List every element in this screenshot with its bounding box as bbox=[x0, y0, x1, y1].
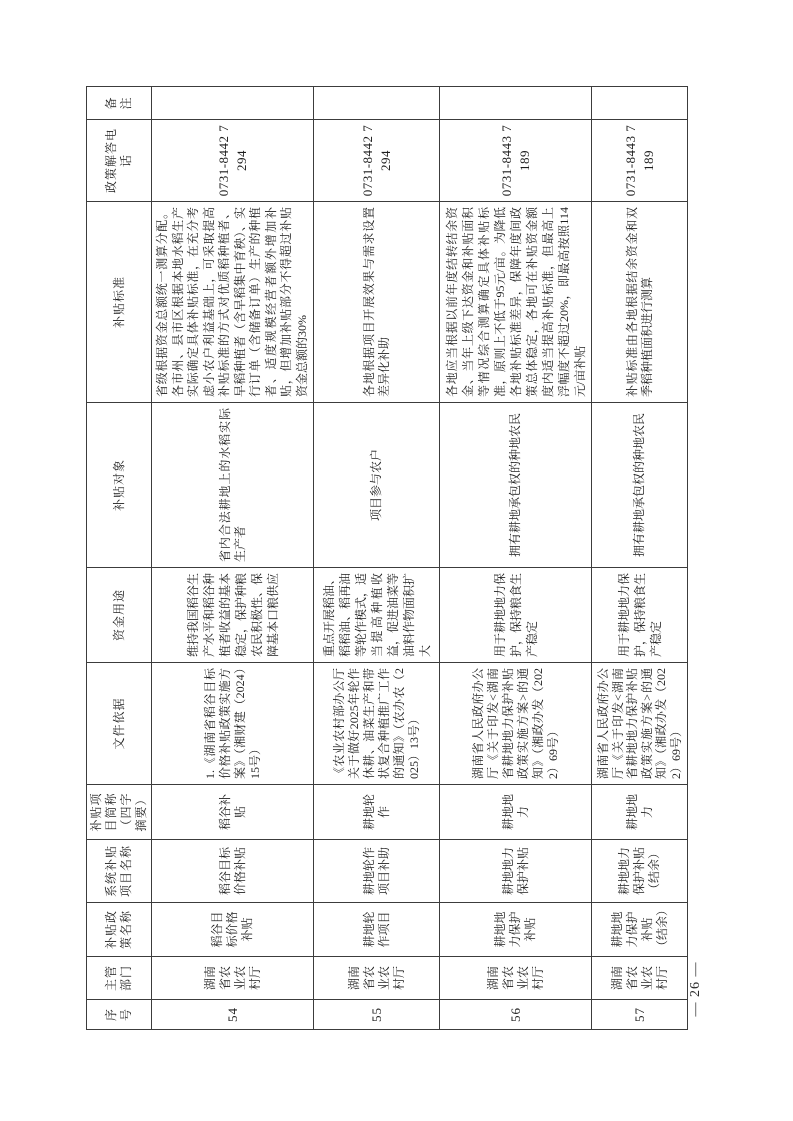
cell-phone: 0731-8443 7189 bbox=[592, 120, 688, 202]
col-header-standard: 补贴标准 bbox=[87, 202, 152, 403]
col-header-usage: 资金用途 bbox=[87, 568, 152, 663]
cell-target: 省内合法耕地上的水稻实际生产者 bbox=[152, 403, 314, 568]
cell-phone: 0731-8442 7294 bbox=[152, 120, 314, 202]
cell-phone: 0731-8442 7294 bbox=[314, 120, 440, 202]
header-row bbox=[87, 87, 152, 1030]
col-header-note: 备注 bbox=[87, 87, 152, 120]
table-row bbox=[440, 87, 592, 1030]
cell-usage: 用于耕地地力保护，保持粮食生产稳定 bbox=[440, 568, 592, 663]
cell-dept: 湖南省农业农村厅 bbox=[314, 957, 440, 1000]
subsidy-policy-table bbox=[86, 86, 688, 1030]
cell-note bbox=[440, 87, 592, 120]
table-row bbox=[314, 87, 440, 1030]
cell-policy-name: 稻谷目标价格补贴 bbox=[152, 903, 314, 957]
cell-seq: 54 bbox=[152, 1000, 314, 1030]
cell-seq: 55 bbox=[314, 1000, 440, 1030]
col-header-system-name: 系统补贴项目名称 bbox=[87, 840, 152, 903]
cell-system-name: 耕地地力保护补贴 bbox=[440, 840, 592, 903]
cell-usage: 用于耕地地力保护，保持粮食生产稳定 bbox=[592, 568, 688, 663]
cell-standard: 省级根据资金总额统一测算分配。各市州、县市区根据本地水稻生产实际确定具体补贴标准，在充分考虑小农户利益基础上，可采取提高补贴标准的方式对优质稻种植者、早稻种植者（含早稻集中育秧）、实行订单（含储备订单）生产的种植者、适度规模经营者额外增加补贴，但增加补贴部分不得超过补贴资金总额的30% bbox=[152, 202, 314, 403]
cell-target: 项目参与农户 bbox=[314, 403, 440, 568]
cell-dept: 湖南省农业农村厅 bbox=[440, 957, 592, 1000]
cell-short-name: 耕地地力 bbox=[440, 785, 592, 840]
cell-short-name: 耕地轮作 bbox=[314, 785, 440, 840]
cell-standard: 各地根据项目开展效果与需求设置差异化补助 bbox=[314, 202, 440, 403]
cell-basis: 湖南省人民政府办公厅《关于印发<湖南省耕地地力保护补贴政策实施方案>的通知》（湘政办发（2022）69号） bbox=[592, 663, 688, 785]
cell-system-name: 稻谷目标价格补贴 bbox=[152, 840, 314, 903]
cell-usage: 维持我国稻谷生产水平和稻谷种植者收益的基本稳定，保护种粮农民积极性、保障基本口粮供应 bbox=[152, 568, 314, 663]
cell-phone: 0731-8443 7189 bbox=[440, 120, 592, 202]
col-header-target: 补贴对象 bbox=[87, 403, 152, 568]
cell-target: 拥有耕地承包权的种地农民 bbox=[440, 403, 592, 568]
cell-seq: 56 bbox=[440, 1000, 592, 1030]
table-row bbox=[152, 87, 314, 1030]
cell-note bbox=[314, 87, 440, 120]
cell-standard: 各地应当根据以前年度结转结余资金、当年上级下达资金和补贴面积等情况综合测算确定具体补贴标准，原则上不低于95元/亩。为降低各地补贴标准差异，保障年度间政策总体稳定，各地可在补贴资金额度内适当提高补贴标准，但最高上浮幅度不超过20%，即最高按照114元/亩补贴 bbox=[440, 202, 592, 403]
cell-note bbox=[592, 87, 688, 120]
col-header-policy-name: 补贴政策名称 bbox=[87, 903, 152, 957]
cell-policy-name: 耕地地力保护补贴 bbox=[440, 903, 592, 957]
table-row bbox=[592, 87, 688, 1030]
page-number: — 26 — bbox=[688, 961, 703, 1017]
cell-policy-name: 耕地地力保护补贴（结余） bbox=[592, 903, 688, 957]
cell-policy-name: 耕地轮作项目 bbox=[314, 903, 440, 957]
cell-usage: 重点开展稻油、稻稻油、稻再油等轮作模式，适当提高种植收益，促进油菜等油料作物面积扩大 bbox=[314, 568, 440, 663]
cell-system-name: 耕地地力保护补贴（结余） bbox=[592, 840, 688, 903]
col-header-phone: 政策解答电话 bbox=[87, 120, 152, 202]
col-header-dept: 主管部门 bbox=[87, 957, 152, 1000]
col-header-seq: 序号 bbox=[87, 1000, 152, 1030]
col-header-basis: 文件依据 bbox=[87, 663, 152, 785]
cell-system-name: 耕地轮作项目补助 bbox=[314, 840, 440, 903]
col-header-short-name: 补贴项目简称（四字摘要） bbox=[87, 785, 152, 840]
cell-short-name: 耕地地力 bbox=[592, 785, 688, 840]
cell-basis: 1.《湖南省稻谷目标价格补贴政策实施方案》（湘财建（2024）15号） bbox=[152, 663, 314, 785]
cell-dept: 湖南省农业农村厅 bbox=[152, 957, 314, 1000]
cell-short-name: 稻谷补贴 bbox=[152, 785, 314, 840]
cell-dept: 湖南省农业农村厅 bbox=[592, 957, 688, 1000]
cell-seq: 57 bbox=[592, 1000, 688, 1030]
cell-note bbox=[152, 87, 314, 120]
cell-target: 拥有耕地承包权的种地农民 bbox=[592, 403, 688, 568]
cell-basis: 湖南省人民政府办公厅《关于印发<湖南省耕地地力保护补贴政策实施方案>的通知》（湘政办发（2022）69号） bbox=[440, 663, 592, 785]
cell-basis: 《农业农村部办公厅关于做好2025年轮作休耕、油菜生产和带状复合种植推广工作的通知》（农办农（2025）13号） bbox=[314, 663, 440, 785]
cell-standard: 补贴标准由各地根据结余资金和双季稻种植面积进行测算 bbox=[592, 202, 688, 403]
